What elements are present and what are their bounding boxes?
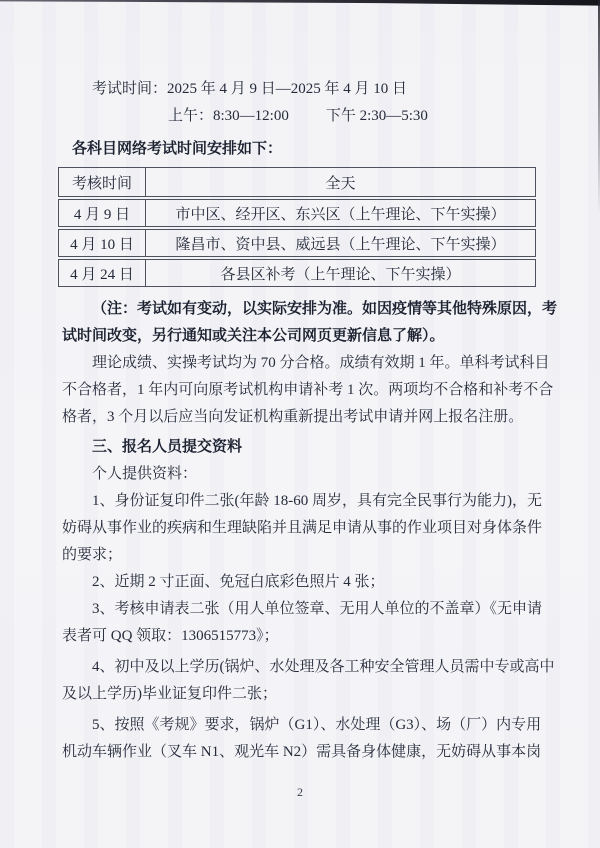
section-three-heading: 三、报名人员提交资料 (92, 439, 243, 455)
session-afternoon: 下午 2:30—5:30 (325, 108, 428, 124)
row-date: 4 月 24 日 (58, 259, 146, 287)
paragraph-line: 试时间改变，另行通知或关注本公司网页更新信息了解）。 (62, 328, 445, 344)
list-item (62, 712, 546, 766)
session-times-line (62, 103, 546, 130)
section-three-intro: 个人提供资料： (92, 466, 198, 482)
paragraph-line: 3、考核申请表二张（用人单位签章、无用人单位的不盖章）《无申请 (92, 601, 543, 617)
paragraph-line: （注：考试如有变动，以实际安排为准。如因疫情等其他特殊原因，考 (92, 301, 558, 317)
list-item (62, 596, 546, 650)
paragraph-line: 2、近期 2 寸正面、免冠白底彩色照片 4 张； (92, 574, 385, 590)
row-date: 4 月 10 日 (58, 229, 146, 257)
table-row (58, 229, 536, 257)
paragraph-line: 格者，3 个月以后应当向发证机构重新提出考试申请并网上报名注册。 (62, 409, 524, 425)
note-paragraph (62, 296, 558, 350)
row-detail: 市中区、经开区、东兴区（上午理论、下午实操） (146, 199, 536, 227)
list-item (62, 488, 546, 569)
paragraph-line: 及以上学历)毕业证复印件二张； (62, 686, 277, 702)
row-detail: 隆昌市、资中县、威远县（上午理论、下午实操） (146, 229, 536, 257)
scan-edge-top (0, 0, 600, 7)
paragraph-line: 4、初中及以上学历(锅炉、水处理及各工种安全管理人员需中专或高中 (92, 659, 555, 675)
paragraph-line: 5、按照《考规》要求，锅炉（G1）、水处理（G3）、场（厂）内专用 (92, 717, 542, 733)
paragraph-line: 表者可 QQ 领取：1306515773》； (62, 628, 279, 644)
paragraph-line: 机动车辆作业（叉车 N1、观光车 N2）需具备身体健康，无妨碍从事本岗 (62, 744, 542, 760)
session-morning: 上午：8:30—12:00 (168, 108, 289, 124)
paragraph-line: 理论成绩、实操考试均为 70 分合格。成绩有效期 1 年。单科考试科目 (92, 355, 550, 371)
list-item (62, 569, 546, 596)
exam-time-line: 考试时间：2025 年 4 月 9 日—2025 年 4 月 10 日 (92, 81, 408, 97)
exam-schedule-table (58, 165, 536, 289)
list-item (62, 654, 555, 708)
score-paragraph (62, 350, 554, 431)
paragraph-line: 的要求； (62, 547, 123, 563)
page-number: 2 (297, 785, 303, 799)
schedule-intro-heading: 各科目网络考试时间安排如下： (72, 141, 283, 157)
table-header-row (58, 167, 536, 197)
header-time-col: 考核时间 (58, 167, 146, 197)
paragraph-line: 不合格者，1 年内可向原考试机构申请补考 1 次。两项均不合格和补考不合 (62, 382, 554, 398)
table-row (58, 259, 536, 287)
header-day-col: 全天 (146, 167, 536, 197)
paragraph-line: 妨碍从事作业的疾病和生理缺陷并且满足申请从事的作业项目对身体条件 (62, 520, 543, 536)
row-date: 4 月 9 日 (58, 199, 146, 227)
paragraph-line: 1、身份证复印件二张(年龄 18-60 周岁，具有完全民事行为能力)，无 (92, 493, 542, 509)
row-detail: 各县区补考（上午理论、下午实操） (146, 259, 536, 287)
document-body (62, 76, 558, 766)
table-row (58, 199, 536, 227)
